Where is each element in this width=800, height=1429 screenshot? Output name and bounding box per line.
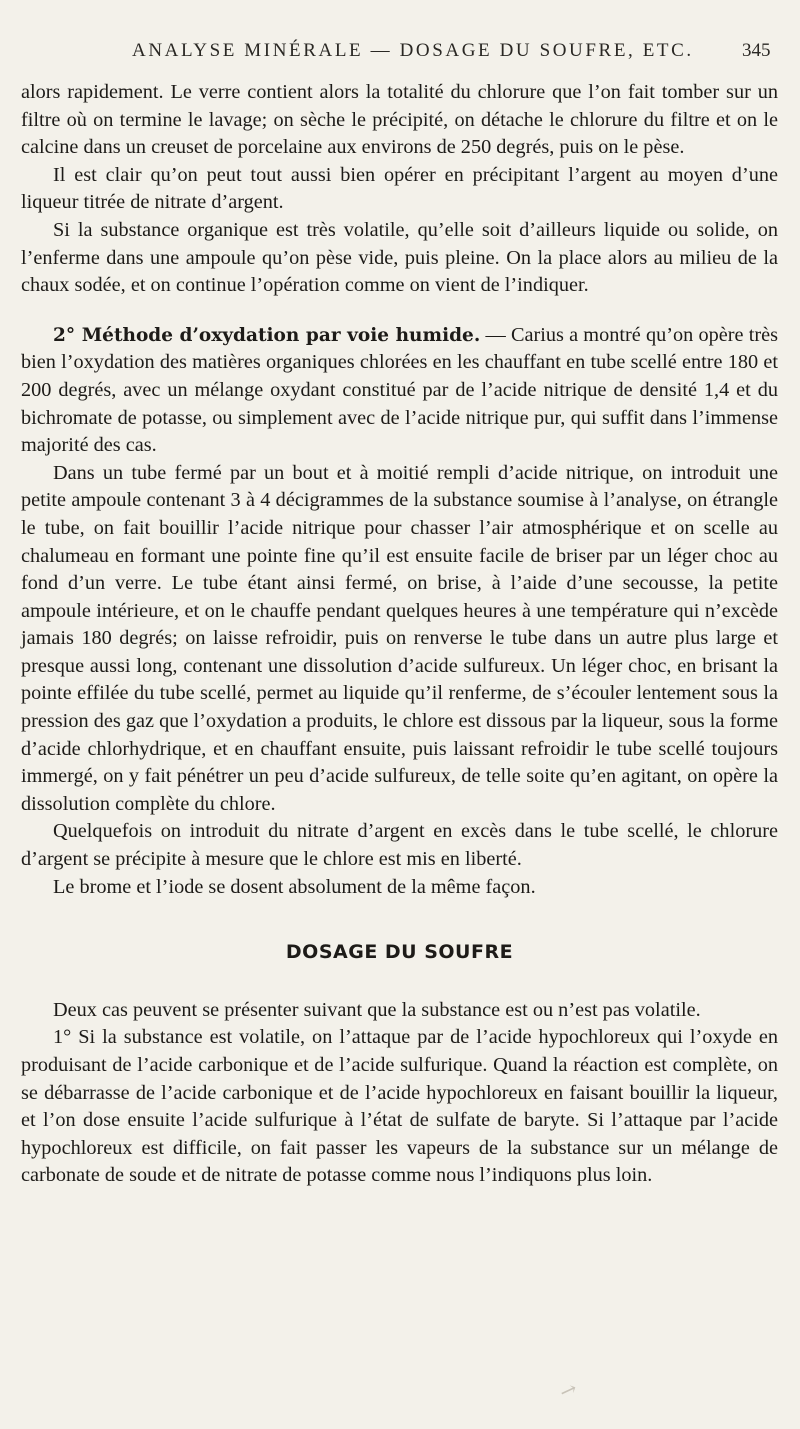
method-2-text: — Carius a montré qu’on opère très bien l’oxydation des matières organiques chlorées en les chauffant en tube scellé entre 180 et 200 degrés, avec un mélange oxydant constitué par de l’acide nitrique de densité 1,4 et du bichromate de potasse, ou simplement avec de l’acide nitrique pur, qui suffit dans l’immense majorité des cas. <box>21 323 778 457</box>
running-head-title: ANALYSE MINÉRALE — DOSAGE DU SOUFRE, ETC. <box>132 40 694 61</box>
method-2-paragraph <box>21 322 778 460</box>
section-title: DOSAGE DU SOUFRE <box>285 941 514 964</box>
body-text <box>21 79 778 1190</box>
paragraph: 1° Si la substance est volatile, on l’attaque par de l’acide hypochloreux qui l’oxyde en produisant de l’acide carbonique et de l’acide sulfurique. Quand la réaction est complète, on se débarrasse de l’acide carbonique et de l’acide hypochloreux en faisant bouillir la liqueur, et l’on dose ensuite l’acide sulfurique à l’état de sulfate de baryte. Si l’attaque par l’acide hypochloreux est difficile, on fait passer les vapeurs de la substance sur un mélange de carbonate de soude et de nitrate de potasse comme nous l’indiquons plus loin. <box>21 1026 778 1187</box>
paragraph: Quelquefois on introduit du nitrate d’argent en excès dans le tube scellé, le chlorure d’argent se précipite à mesure que le chlore est mis en liberté. <box>21 820 778 871</box>
method-2-heading: 2° Méthode d’oxydation par voie humide. <box>53 324 481 346</box>
pencil-mark-icon: ↗ <box>556 1377 580 1405</box>
paragraph: Dans un tube fermé par un bout et à moitié rempli d’acide nitrique, on introduit une petite ampoule contenant 3 à 4 décigrammes de la substance soumise à l’analyse, on étrangle le tube, on fait bouillir l’acide nitrique pour chasser l’air atmosphérique et on scelle au chalumeau en formant une pointe fine qu’il est ensuite facile de briser par un léger choc au fond d’un verre. Le tube étant ainsi fermé, on brise, à l’aide d’une secousse, la petite ampoule intérieure, et on le chauffe pendant quelques heures à une température qui n’excède jamais 180 degrés; on laisse refroidir, puis on renverse le tube dans un autre plus large et presque aussi long, contenant une dissolution d’acide sulfureux. Un léger choc, en brisant la pointe effilée du tube scellé, permet au liquide qu’il renferme, de s’écouler lentement sous la pression des gaz que l’oxydation a produits, le chlore est dissous par la liqueur, sous la forme d’acide chlorhydrique, et en chauffant ensuite, puis laissant refroidir le tube scellé toujours immergé, on y fait pénétrer un peu d’acide sulfureux, de telle soite qu’en agitant, on opère la dissolution complète du chlore. <box>21 461 778 815</box>
paragraph: Si la substance organique est très volatile, qu’elle soit d’ailleurs liquide ou solide, on l’enferme dans une ampoule qu’on pèse vide, puis pleine. On la place alors au milieu de la chaux sodée, et on continue l’opération comme on vient de l’indiquer. <box>21 218 778 297</box>
paragraph: Il est clair qu’on peut tout aussi bien opérer en précipitant l’argent au moyen d’une liqueur titrée de nitrate d’argent. <box>21 163 778 214</box>
page-number: 345 <box>742 40 771 61</box>
paragraph-continuation: alors rapidement. Le verre contient alors la totalité du chlorure que l’on fait tomber sur un filtre où on termine le lavage; on sèche le précipité, on détache le chlorure du filtre et on le calcine dans un creuset de porcelaine aux environs de 250 degrés, puis on le pèse. <box>21 81 778 159</box>
paragraph: Le brome et l’iode se dosent absolument de la même façon. <box>53 875 536 898</box>
running-head <box>0 40 800 70</box>
paragraph: Deux cas peuvent se présenter suivant que la substance est ou n’est pas volatile. <box>53 998 701 1021</box>
